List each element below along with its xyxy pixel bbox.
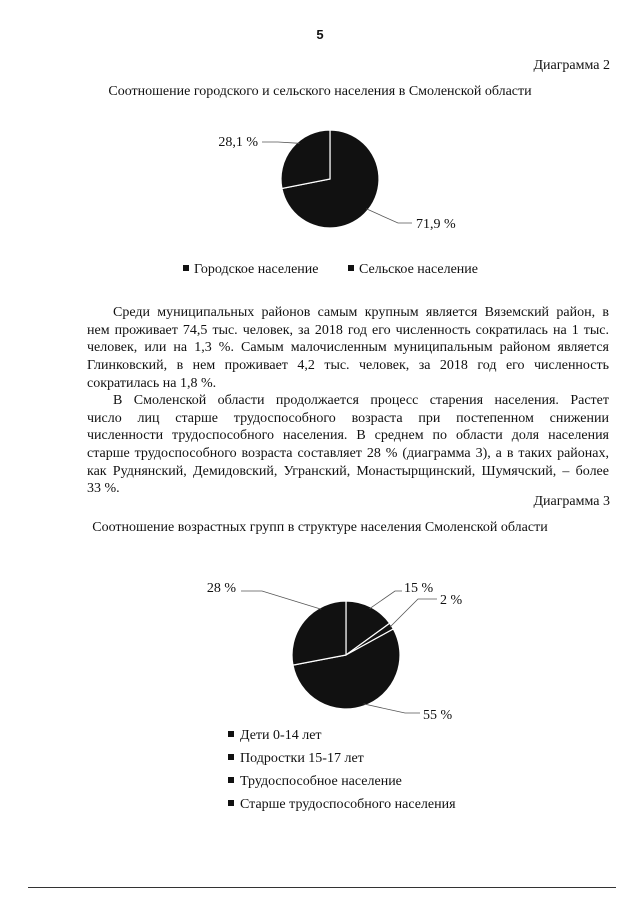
legend-working-age-swatch: [228, 777, 234, 783]
legend-children: [228, 728, 322, 744]
leader-line-сельское-население: [262, 142, 299, 143]
legend-children-label: Дети 0-14 лет: [240, 728, 322, 743]
legend-teenagers-label: Подростки 15-17 лет: [240, 751, 364, 766]
paragraph-1-line: сократилась на 1,8 %.: [87, 375, 217, 391]
legend-teenagers: [228, 751, 364, 767]
legend-working-age-label: Трудоспособное население: [240, 774, 402, 789]
diagram-2-legend-rural: [348, 262, 478, 278]
leader-line-городское-население: [366, 209, 412, 223]
diagram-2-legend-urban: [183, 262, 318, 278]
paragraph-2: [87, 392, 609, 498]
legend-older-swatch: [228, 800, 234, 806]
diagram-3-pie-chart: [0, 575, 640, 725]
leader-line-старше-трудоспособного-населения: [241, 591, 321, 609]
diagram-3-legend: [228, 728, 488, 820]
data-label-старше-трудоспособного-населения: 28 %: [206, 581, 236, 596]
paragraph-2-line: как Руднянский, Демидовский, Угранский, Монастырщинский, Шумячский, – более: [87, 463, 609, 479]
diagram-2-label: Диаграмма 2: [533, 58, 610, 73]
data-label-дети-0-14-лет: 15 %: [404, 581, 434, 596]
pie-slice-старше-трудоспособного-населения: [292, 601, 346, 665]
page-number: 5: [316, 27, 324, 42]
data-label-сельское-население: 28,1 %: [218, 135, 258, 150]
paragraph-2-line: число лиц старше трудоспособного возраста при постепенном снижении: [87, 410, 609, 426]
legend-teenagers-swatch: [228, 754, 234, 760]
paragraph-1-line: Глинковский, в нем проживает 4,2 тыс. человек, за 2018 год его численность: [87, 358, 609, 374]
leader-line-подростки-15-17-лет: [390, 599, 437, 627]
legend-urban-swatch: [183, 265, 189, 271]
paragraph-1: [87, 304, 609, 392]
legend-children-swatch: [228, 731, 234, 737]
legend-older: [228, 797, 456, 813]
data-label-городское-население: 71,9 %: [416, 217, 456, 232]
diagram-2-title: Соотношение городского и сельского населения в Смоленской области: [108, 84, 532, 99]
paragraph-1-line: человек, или на 1,3 %. Самым малочисленным муниципальным районом является: [87, 340, 609, 356]
diagram-3-label: Диаграмма 3: [533, 494, 610, 509]
pie-slice-сельское-население: [281, 130, 330, 188]
paragraph-1-line: нем проживает 74,5 тыс. человек, за 2018 год его численность сократилась на 1 тыс.: [87, 322, 609, 338]
legend-rural-label: Сельское население: [359, 262, 478, 277]
legend-rural-swatch: [348, 265, 354, 271]
legend-older-label: Старше трудоспособного населения: [240, 797, 456, 812]
leader-line-дети-0-14-лет: [370, 591, 402, 609]
diagram-2-pie-chart: [0, 110, 640, 250]
paragraph-2-line: 33 %.: [87, 481, 120, 497]
paragraph-2-line: численности трудоспособного населения. В среднем по области доля населения: [87, 428, 609, 444]
legend-working-age: [228, 774, 402, 790]
leader-line-трудоспособное-население: [364, 704, 420, 713]
page-bottom-rule: [28, 887, 616, 888]
diagram-3-title: Соотношение возрастных групп в структуре населения Смоленской области: [92, 520, 548, 535]
paragraph-1-line: Среди муниципальных районов самым крупным является Вяземский район, в: [113, 305, 609, 320]
data-label-подростки-15-17-лет: 2 %: [440, 593, 463, 608]
paragraph-2-line: старше трудоспособного возраста составляет 28 % (диаграмма 3), а в таких районах,: [87, 446, 609, 462]
paragraph-2-line: В Смоленской области продолжается процесс старения населения. Растет: [113, 393, 609, 408]
legend-urban-label: Городское население: [194, 262, 319, 277]
data-label-трудоспособное-население: 55 %: [423, 708, 453, 723]
